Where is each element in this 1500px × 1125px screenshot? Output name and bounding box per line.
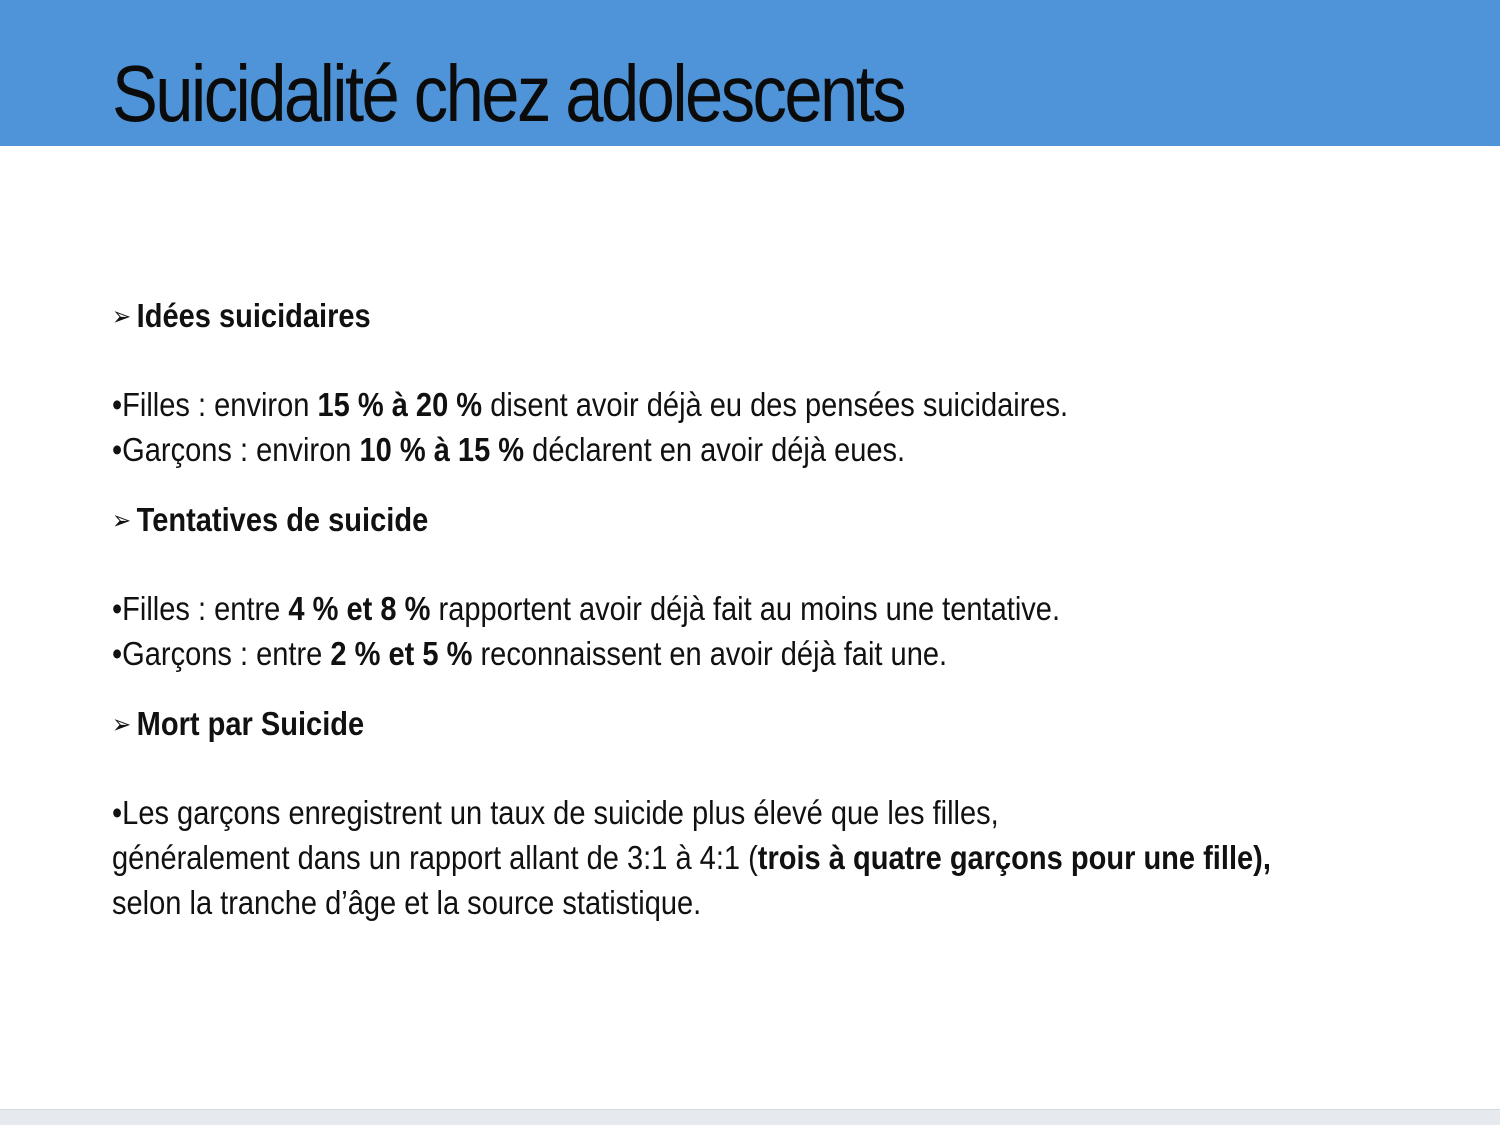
text-line: •Garçons : environ 10 % à 15 % déclarent en avoir déjà eues.: [112, 431, 906, 468]
text-line: selon la tranche d’âge et la source statistique.: [112, 884, 702, 921]
bottom-strip: [0, 1109, 1500, 1125]
section-heading-text: Idées suicidaires: [136, 297, 371, 334]
arrow-bullet-icon: ➢: [112, 300, 132, 331]
section-heading-tentatives: [112, 496, 1256, 544]
title-bar: [0, 0, 1500, 146]
paragraph-mort: [112, 790, 1271, 925]
section-heading-mort: [112, 700, 1256, 748]
section-heading-text: Mort par Suicide: [136, 705, 365, 742]
paragraph-tentatives: [112, 586, 1256, 676]
slide-content: [112, 292, 1271, 925]
text-line: généralement dans un rapport allant de 3:1 à 4:1 (trois à quatre garçons pour une fille),: [112, 839, 1271, 876]
section-heading-idees: [112, 292, 1256, 340]
paragraph-idees: [112, 382, 1256, 472]
slide-title: Suicidalité chez adolescents: [112, 49, 905, 138]
text-line: •Les garçons enregistrent un taux de suicide plus élevé que les filles,: [112, 794, 999, 831]
arrow-bullet-icon: ➢: [112, 708, 132, 739]
arrow-bullet-icon: ➢: [112, 504, 132, 535]
section-heading-text: Tentatives de suicide: [136, 501, 429, 538]
text-line: •Filles : entre 4 % et 8 % rapportent avoir déjà fait au moins une tentative.: [112, 590, 1061, 627]
text-line: •Filles : environ 15 % à 20 % disent avoir déjà eu des pensées suicidaires.: [112, 386, 1069, 423]
text-line: •Garçons : entre 2 % et 5 % reconnaissent en avoir déjà fait une.: [112, 635, 948, 672]
